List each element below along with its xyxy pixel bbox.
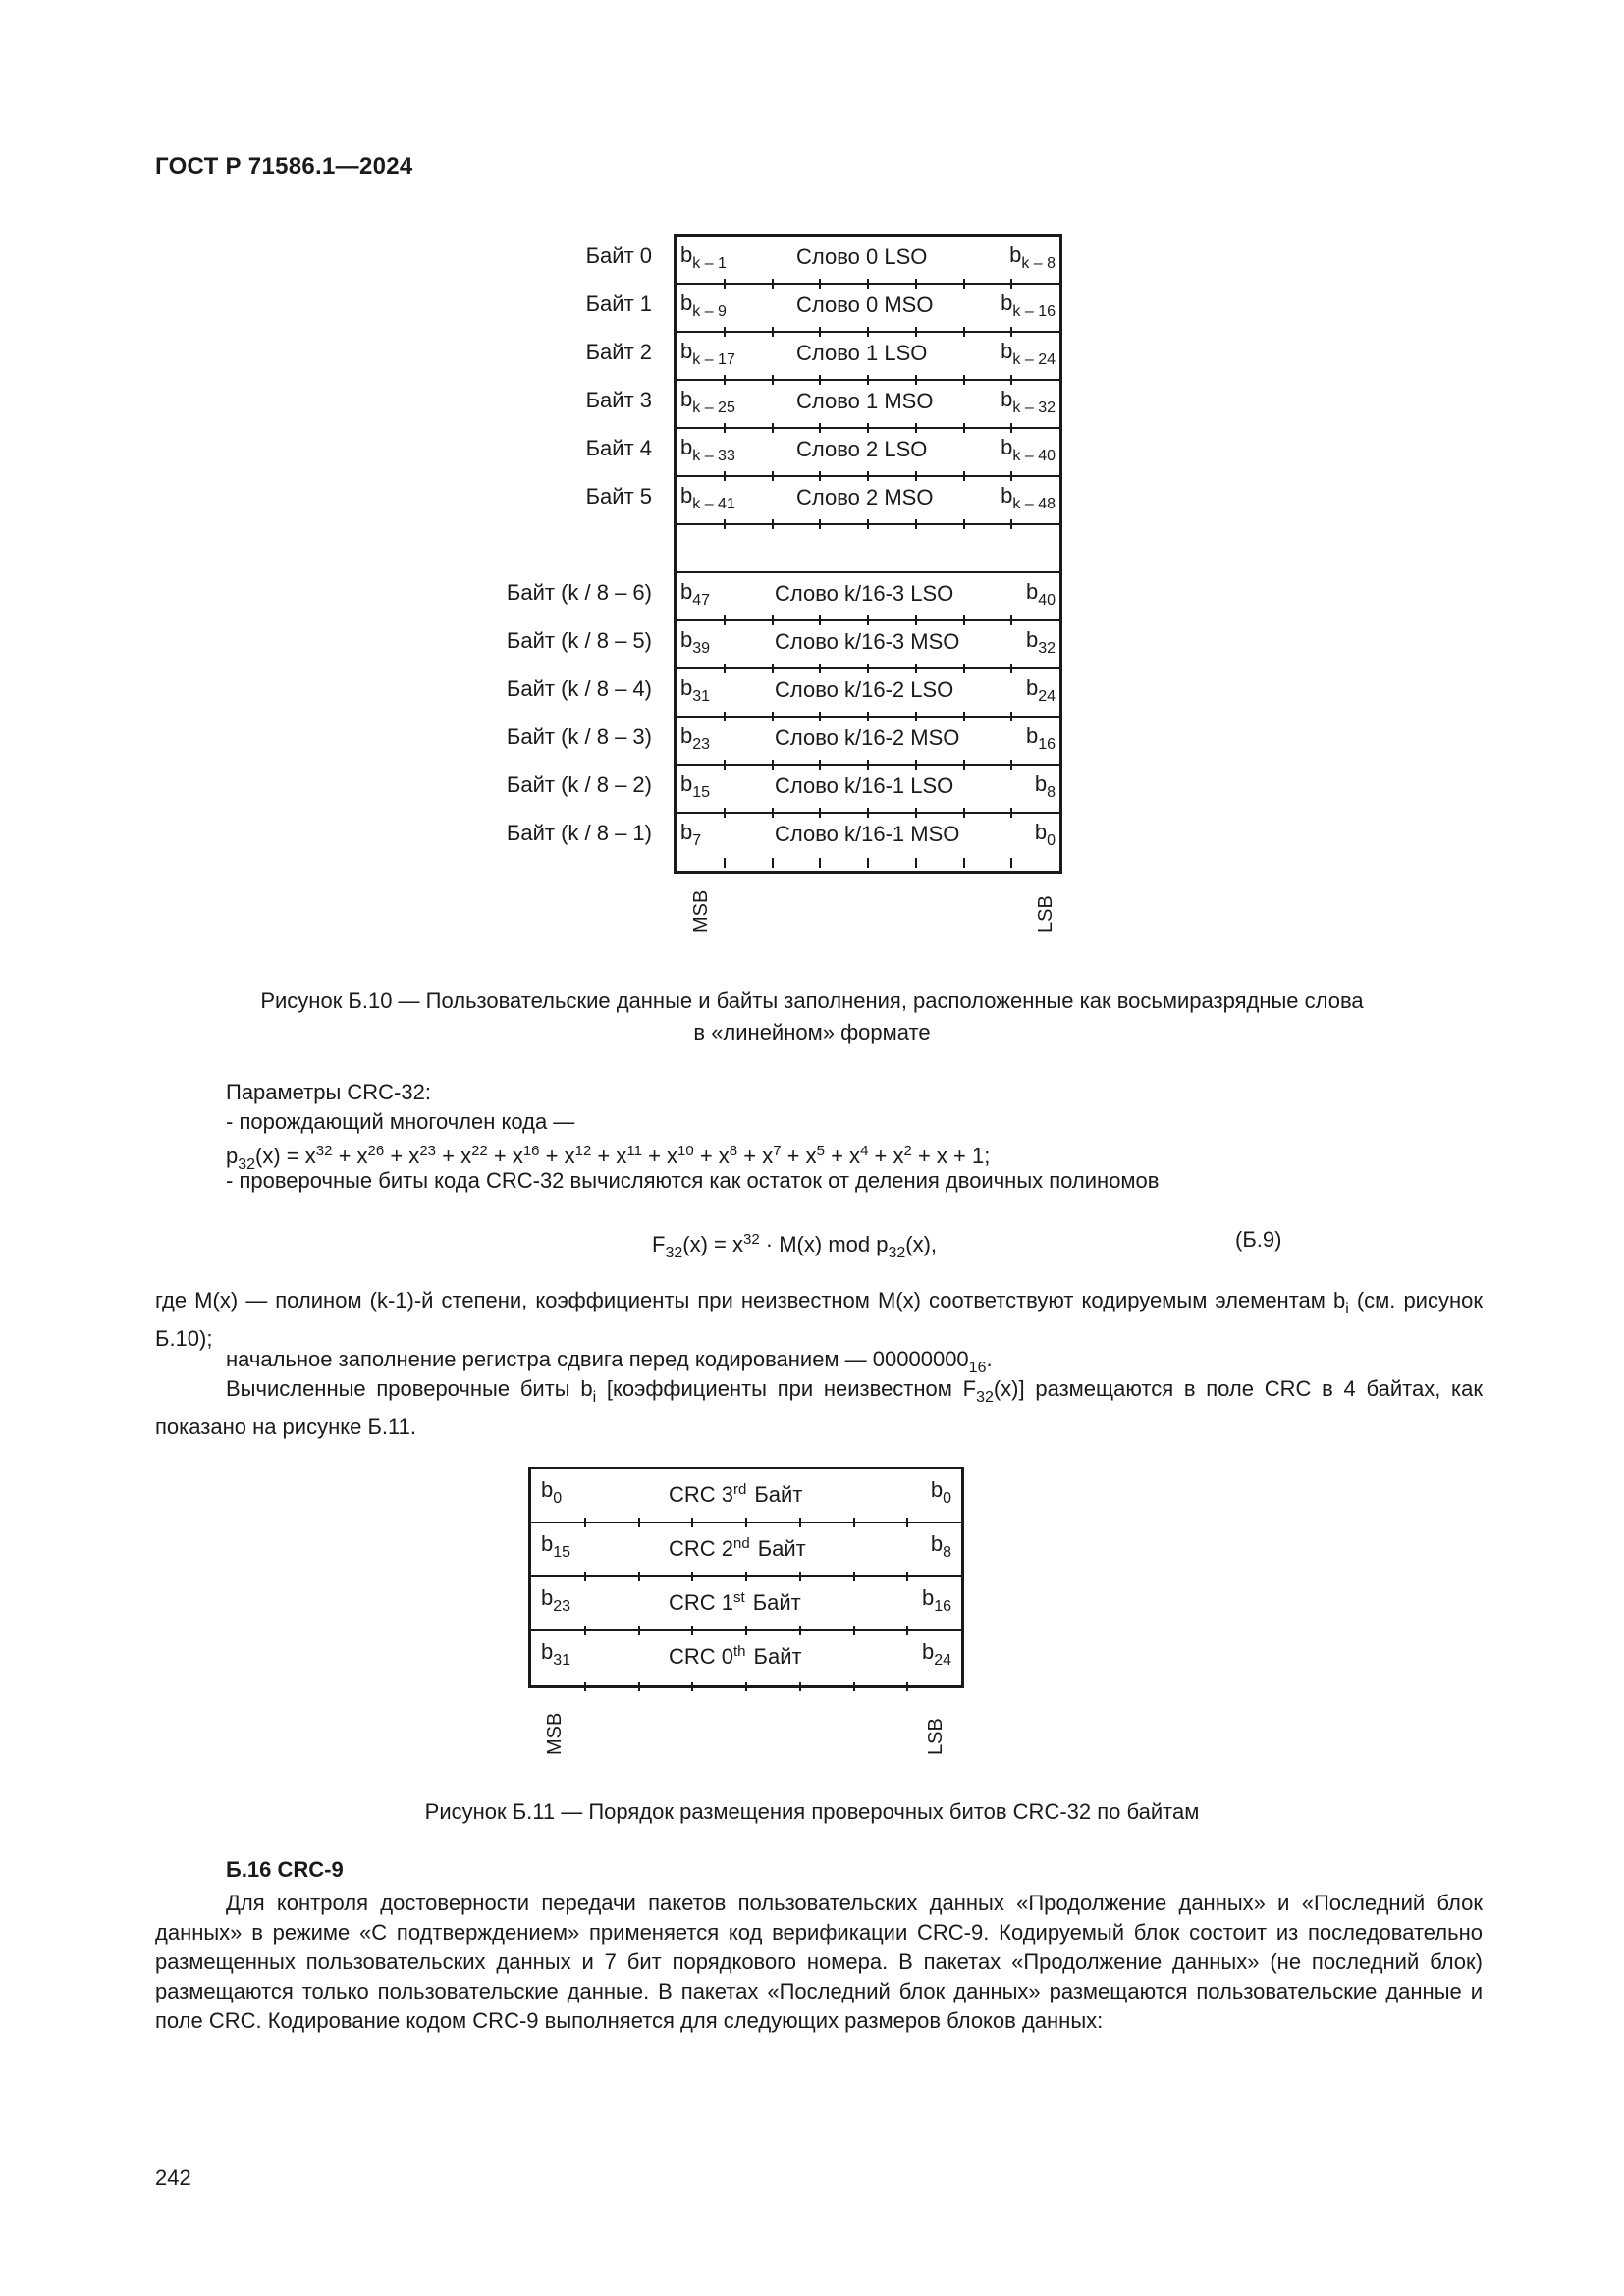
- bit-lsb-subscript: k – 48: [1012, 496, 1056, 512]
- bit-lsb-subscript: k – 24: [1012, 351, 1056, 368]
- caption-line-1: Рисунок Б.10 — Пользовательские данные и байты заполнения, расположенные как восьмиразрядные слова: [260, 988, 1364, 1013]
- bit-lsb: $b_{k - 32}$: [1001, 387, 1056, 416]
- byte-label: Байт 3: [585, 388, 652, 412]
- crc32-polynomial: $p_{32}(x) = x^{32} + x^{26} + x^{23} + x^{22} + x^{16} + x^{12} + x^{11} + x^{10} + x^8 + x^7 + x^5 + x^4 + x^2 + x + 1$;: [226, 1143, 991, 1173]
- bit-msb-subscript: k – 1: [692, 255, 727, 272]
- crc-byte-word: Байт: [754, 1482, 803, 1507]
- byte-row: [677, 669, 1059, 718]
- crc-bit-tick: [691, 1682, 693, 1691]
- bit-msb-subscript: k – 33: [692, 448, 735, 464]
- bit-msb-subscript: 7: [692, 832, 702, 849]
- bit-msb-subscript: 15: [553, 1544, 571, 1561]
- byte-row: [677, 621, 1059, 669]
- bit-msb: $b_{k - 33}$: [680, 435, 735, 464]
- byte-label: Байт (k / 8 – 1): [506, 821, 652, 845]
- formula-number: (Б.9): [1235, 1227, 1282, 1252]
- crc-byte-label: [669, 1481, 802, 1508]
- bit-lsb: $b_{32}$: [1025, 627, 1056, 657]
- byte-label: Байт 4: [585, 436, 652, 460]
- crc-name: CRC 3: [669, 1482, 734, 1507]
- bit-lsb-subscript: k – 8: [1021, 255, 1056, 272]
- formula-b9: $F_{32}(x) = x^{32} \cdot M(x)$ mod $p_{32}(x)$,: [652, 1231, 938, 1261]
- crc-byte-word: Байт: [752, 1590, 801, 1615]
- bit-lsb-subscript: k – 32: [1012, 400, 1056, 416]
- figure-b10-caption: [147, 986, 1477, 1048]
- byte-label: Байт 2: [585, 340, 652, 364]
- bit-lsb-subscript: k – 40: [1012, 448, 1056, 464]
- crc-ordinal: th: [733, 1643, 746, 1660]
- bit-lsb-subscript: 40: [1038, 592, 1056, 609]
- bit-msb: $b_0$: [541, 1477, 563, 1507]
- bit-lsb-subscript: 32: [1038, 640, 1056, 657]
- word-label: Слово k/16-3 MSO: [775, 629, 960, 654]
- crc32-title: Параметры CRC-32:: [226, 1080, 431, 1104]
- bit-msb: $b_{15}$: [680, 772, 711, 801]
- bit-msb: $b_{47}$: [680, 579, 711, 609]
- bit-msb-subscript: 47: [692, 592, 711, 609]
- byte-row: [677, 766, 1059, 814]
- bit-lsb-subscript: 16: [934, 1598, 951, 1615]
- crc-register-diagram: [528, 1467, 964, 1688]
- bit-msb-subscript: 15: [692, 784, 711, 801]
- bit-lsb-subscript: 16: [1038, 736, 1056, 753]
- byte-label: Байт (k / 8 – 3): [506, 724, 652, 749]
- bit-lsb: $b_{24}$: [1025, 675, 1056, 705]
- crc-ordinal: st: [733, 1589, 745, 1606]
- crc-byte-label: [669, 1643, 802, 1670]
- crc-byte-label: [669, 1535, 806, 1562]
- bit-lsb: $b_{40}$: [1025, 579, 1056, 609]
- crc-byte-row: [531, 1577, 961, 1631]
- byte-row: [677, 285, 1059, 333]
- crc32-item-remainder: - проверочные биты кода CRC-32 вычисляются как остаток от деления двоичных полиномов: [226, 1168, 1160, 1193]
- bit-msb: $b_{15}$: [541, 1531, 571, 1561]
- lsb-label: LSB: [1035, 895, 1056, 933]
- bit-msb-subscript: k – 25: [692, 400, 735, 416]
- bit-msb: $b_{k - 25}$: [680, 387, 735, 416]
- crc-byte-label: [669, 1589, 801, 1616]
- crc-ordinal: nd: [733, 1535, 750, 1552]
- byte-row: [677, 237, 1059, 285]
- bit-msb: $b_{23}$: [680, 723, 711, 753]
- bit-lsb: $b_{k - 24}$: [1001, 339, 1056, 368]
- byte-label: Байт (k / 8 – 4): [506, 676, 652, 701]
- crc-byte-word: Байт: [757, 1536, 806, 1561]
- byte-row: [677, 381, 1059, 429]
- bit-lsb-subscript: k – 16: [1012, 303, 1056, 320]
- bit-tick: [772, 858, 774, 868]
- bit-lsb: $b_0$: [930, 1477, 951, 1507]
- bit-msb-subscript: 31: [692, 688, 711, 705]
- bit-tick: [963, 858, 965, 868]
- byte-row: [677, 814, 1059, 862]
- bit-lsb: $b_{16}$: [1025, 723, 1056, 753]
- crc-bit-tick: [906, 1682, 908, 1691]
- crc-bit-tick: [584, 1682, 586, 1691]
- init-paragraph: начальное заполнение регистра сдвига перед кодированием — $00000000_{16}$.: [226, 1347, 993, 1376]
- bit-msb: $b_{k - 41}$: [680, 483, 735, 512]
- bit-lsb-subscript: 0: [1047, 832, 1056, 849]
- where-paragraph: где M(x) — полином (k-1)-й степени, коэффициенты при неизвестном M(x) соответствуют кодируемым элементам $b_i$ (см. рисунок Б.10);: [155, 1288, 1483, 1351]
- bit-msb-subscript: 23: [692, 736, 711, 753]
- byte-row: [677, 718, 1059, 766]
- bit-msb-subscript: 39: [692, 640, 711, 657]
- byte-label: Байт (k / 8 – 6): [506, 580, 652, 605]
- bit-lsb: $b_{k - 48}$: [1001, 483, 1056, 512]
- bit-lsb: $b_0$: [1034, 820, 1056, 849]
- section-paragraph: Для контроля достоверности передачи пакетов пользовательских данных «Продолжение данных» и «Последний блок данных» в режиме «С подтверждением» применяется код верификации CRC-9. Кодируемый блок состоит из последовательно размещенных пользовательских данных и 7 бит порядкового номера. В пакетах «Продолжение данных» (не последний блок) размещаются только пользовательские данные. В пакетах «Последний блок данных» размещаются пользовательские данные и поле CRC. Кодирование кодом CRC-9 выполняется для следующих размеров блоков данных:: [155, 1891, 1483, 2033]
- bit-lsb: $b_8$: [930, 1531, 951, 1561]
- caption-line-2: в «линейном» формате: [693, 1020, 931, 1044]
- msb-label: MSB: [690, 889, 712, 933]
- bit-lsb: $b_{k - 8}$: [1009, 242, 1056, 272]
- bit-lsb: $b_{24}$: [921, 1639, 951, 1669]
- bit-lsb-subscript: 8: [1047, 784, 1056, 801]
- bit-msb-subscript: k – 17: [692, 351, 735, 368]
- msb-label-b11: MSB: [544, 1712, 566, 1755]
- byte-row: [677, 573, 1059, 621]
- word-label: Слово k/16-3 LSO: [775, 581, 954, 606]
- page-number: 242: [155, 2165, 191, 2190]
- word-label: Слово k/16-2 LSO: [775, 677, 954, 702]
- word-label: Слово 0 MSO: [796, 293, 934, 317]
- crc32-item-polynomial: - порождающий многочлен кода —: [226, 1109, 575, 1134]
- bit-msb: $b_{k - 9}$: [680, 291, 727, 320]
- bit-msb: $b_{k - 17}$: [680, 339, 735, 368]
- crc-byte-word: Байт: [753, 1644, 802, 1669]
- crc-bit-tick: [853, 1682, 855, 1691]
- bit-msb: $b_7$: [680, 820, 702, 849]
- bit-msb: $b_{31}$: [541, 1639, 571, 1669]
- crc-byte-row: [531, 1631, 961, 1685]
- byte-row: [677, 477, 1059, 525]
- bit-lsb: $b_{k - 40}$: [1001, 435, 1056, 464]
- bit-msb: $b_{k - 1}$: [680, 242, 727, 272]
- register-diagram: [674, 234, 1062, 874]
- bit-tick: [1010, 858, 1012, 868]
- bit-lsb: $b_8$: [1034, 772, 1056, 801]
- word-label: Слово k/16-2 MSO: [775, 725, 960, 750]
- crc-byte-row: [531, 1469, 961, 1523]
- bit-msb-subscript: k – 9: [692, 303, 727, 320]
- bit-msb-subscript: 0: [553, 1490, 563, 1507]
- crc-name: CRC 0: [669, 1644, 734, 1669]
- byte-row: [677, 429, 1059, 477]
- bit-msb-subscript: k – 41: [692, 496, 735, 512]
- bit-msb-subscript: 31: [553, 1652, 571, 1669]
- word-label: Слово 2 LSO: [796, 437, 928, 461]
- figure-b11-caption: Рисунок Б.11 — Порядок размещения проверочных битов CRC-32 по байтам: [424, 1799, 1200, 1824]
- lsb-label-b11: LSB: [925, 1718, 947, 1755]
- word-label: Слово k/16-1 MSO: [775, 822, 960, 846]
- crc-ordinal: rd: [733, 1481, 747, 1498]
- bit-lsb-subscript: 8: [943, 1544, 951, 1561]
- bit-msb: $b_{39}$: [680, 627, 711, 657]
- crc-name: CRC 2: [669, 1536, 734, 1561]
- bit-tick: [724, 858, 726, 868]
- bit-lsb: $b_{k - 16}$: [1001, 291, 1056, 320]
- bit-lsb-subscript: 24: [934, 1652, 951, 1669]
- bit-lsb-subscript: 24: [1038, 688, 1056, 705]
- byte-label: Байт 0: [585, 243, 652, 268]
- bit-tick: [819, 858, 821, 868]
- byte-label: Байт (k / 8 – 5): [506, 628, 652, 653]
- byte-labels: [432, 234, 652, 862]
- crc-byte-row: [531, 1523, 961, 1577]
- bit-tick: [867, 858, 869, 868]
- section-heading: Б.16 CRC-9: [226, 1857, 344, 1882]
- bit-msb: $b_{31}$: [680, 675, 711, 705]
- word-label: Слово k/16-1 LSO: [775, 774, 954, 798]
- bit-tick: [915, 858, 917, 868]
- word-label: Слово 1 LSO: [796, 341, 928, 365]
- byte-row: [677, 333, 1059, 381]
- crc-name: CRC 1: [669, 1590, 734, 1615]
- bit-msb: $b_{23}$: [541, 1585, 571, 1615]
- bit-lsb-subscript: 0: [943, 1490, 951, 1507]
- gap-row: [677, 525, 1059, 573]
- word-label: Слово 1 MSO: [796, 389, 934, 413]
- document-header: ГОСТ Р 71586.1—2024: [155, 153, 413, 180]
- crc-bit-tick: [799, 1682, 801, 1691]
- figure-b10: [0, 0, 1624, 1060]
- bit-lsb: $b_{16}$: [921, 1585, 951, 1615]
- crc-bit-tick: [638, 1682, 640, 1691]
- byte-label: Байт 5: [585, 484, 652, 508]
- byte-label: Байт 1: [585, 292, 652, 316]
- bit-msb-subscript: 23: [553, 1598, 571, 1615]
- crc-bit-tick: [745, 1682, 747, 1691]
- byte-label: Байт (k / 8 – 2): [506, 773, 652, 797]
- word-label: Слово 0 LSO: [796, 244, 928, 269]
- word-label: Слово 2 MSO: [796, 485, 934, 509]
- computed-paragraph: Вычисленные проверочные биты $b_i$ [коэффициенты при неизвестном $F_{32}(x)$] размещаются в поле CRC в 4 байтах, как показано на рисунке Б.11.: [155, 1376, 1483, 1439]
